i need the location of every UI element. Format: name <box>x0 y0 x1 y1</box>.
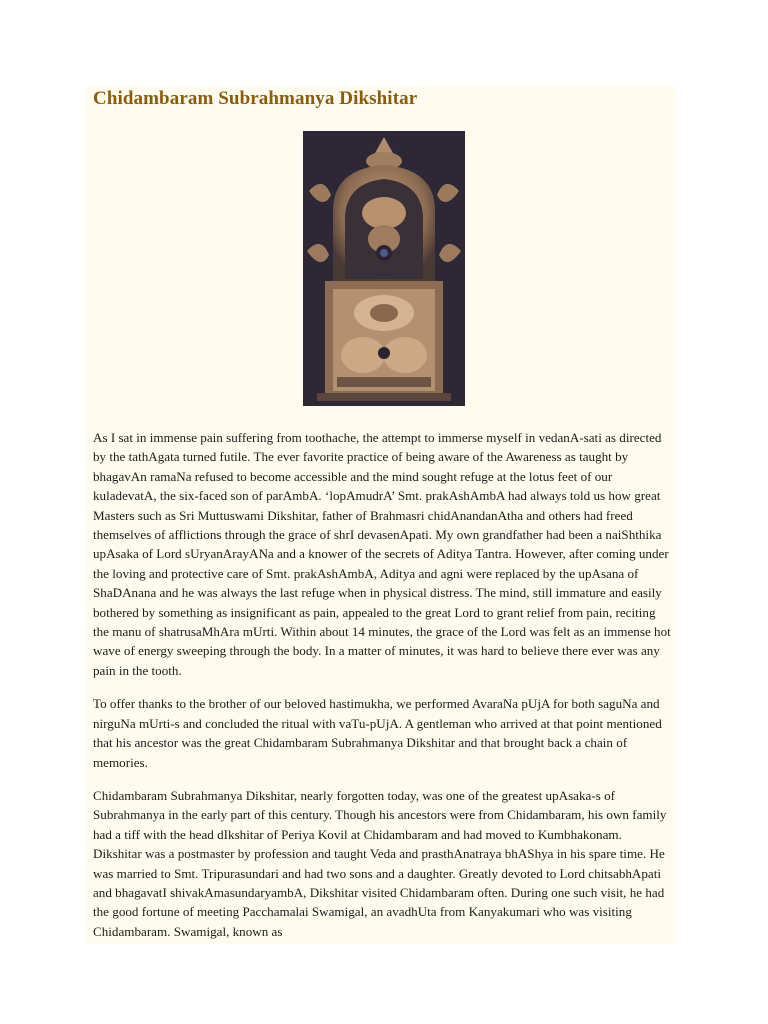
paragraph: As I sat in immense pain suffering from toothache, the attempt to immerse myself in vedanA-sati as directed by the tathAgata turned futile. The ever favorite practice of being aware of the Awareness as taught by bhagavAn ramaNa refused to become accessible and the mind sought refuge at the lotus feet of our kuladevatA, the six-faced son of parAmbA. ‘lopAmudrA’ Smt. prakAshAmbA had always told us how great Masters such as Sri Muttuswami Dikshitar, father of Brahmasri chidAnandanAtha and others had freed themselves of afflictions through the grace of shrI devasenApati. My own grandfather had been a naiShthika upAsaka of Lord sUryanArayANa and a knower of the secrets of Aditya Tantra. However, after coming under the loving and protective care of Smt. prakAshAmbA, Aditya and agni were replaced by the upAsana of ShaDAnana and he was always the last refuge when in physical distress. The mind, still immature and easily bothered by something as insignificant as pain, appealed to the great Lord to grant relief from pain, reciting the manu of shatrusaMhAra mUrti. Within about 14 minutes, the grace of the Lord was felt as an immense hot wave of energy sweeping through the body. In a matter of minutes, it was hard to believe there ever was any pain in the tooth. <box>93 430 671 678</box>
paragraph: Chidambaram Subrahmanya Dikshitar, nearly forgotten today, was one of the greatest upAsaka-s of Subrahmanya in the early part of this century. Though his ancestors were from Chidambaram, his own family had a tiff with the head dIkshitar of Periya Kovil at Chidambaram and had moved to Kumbhakonam. Dikshitar was a postmaster by profession and taught Veda and prasthAnatraya bhAShya in his spare time. He was married to Smt. Tripurasundari and had two sons and a daughter. Greatly devoted to Lord chitsabhApati and bhagavatI shivakAmasundaryambA, Dikshitar visited Chidambaram often. During one such visit, he had the good fortune of meeting Pacchamalai Swamigal, an avadhUta from Kanyakumari who was visiting Chidambaram. Swamigal, known as <box>93 787 667 939</box>
shrine-relief-drawing <box>303 131 465 406</box>
article-body <box>93 428 673 944</box>
paragraph: To offer thanks to the brother of our beloved hastimukha, we performed AvaraNa pUjA for both saguNa and nirguNa mUrti-s and concluded the ritual with vaTu-pUjA. A gentleman who arrived at that point mentioned that his ancestor was the great Chidambaram Subrahmanya Dikshitar and that brought back a chain of memories. <box>93 696 662 770</box>
document-page <box>86 86 676 944</box>
shrine-relief-image <box>303 131 465 406</box>
page-title: Chidambaram Subrahmanya Dikshitar <box>93 88 418 109</box>
